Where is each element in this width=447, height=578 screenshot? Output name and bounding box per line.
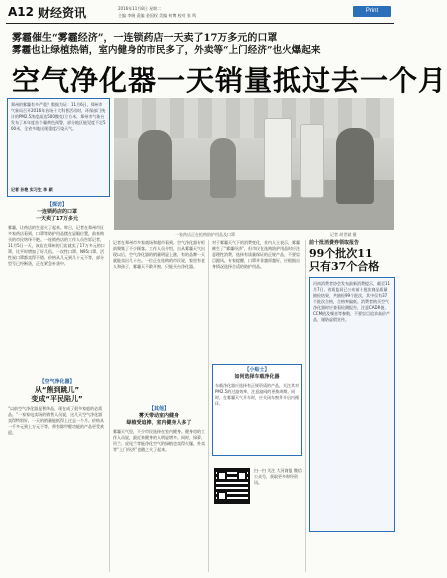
page-number: A12 — [8, 5, 34, 19]
col2-subhead-tag: 【其他】 — [148, 406, 169, 412]
sidebar-tagline-3: 只有37个合格 — [309, 260, 380, 273]
tips-title: 如何选择车载净化器 — [234, 374, 280, 380]
header-rule — [6, 23, 394, 24]
sidebar-tagline-2: 99个批次11 — [309, 247, 373, 260]
sidebar-tagline-1: 前十批消费券领取报告 — [309, 240, 360, 246]
col3-body: 对于雾霾天气下的消费变化，业内人士表示，雾霾催生了“雾霾经济”，但市民在选购防护用品时应注意理性消费，选择有质量保证的正规产品，不要盲目跟风。专家提醒，口罩并非越厚越好，应根据自身情况选择合适的防护用品。 — [212, 240, 301, 269]
photo-person — [336, 128, 374, 204]
col1-subhead-line3: 从“熊到跳儿” — [34, 386, 80, 394]
main-headline: 空气净化器一天销量抵过去一个月 — [12, 64, 447, 97]
col2-body-2: 雾霾天气里，不少市民选择在室内健身。健身房的工作人员说，最近来健身的人明显增多。同时，绿萝、吊兰、虎尾兰等能净化空气的绿植也卖得火爆。外卖等“上门经济”也随之火了起来。 — [113, 429, 205, 452]
sidebar-body: 河南消费者协会发布最新消费提示，截至11月7日，省质监局已公布前十批次商品质量抽检结果，共抽检99个批次，其中仅有37个批次合格，合格率偏低。消费者购买空气净化器时应查看检测报告，注意CADR值、CCM值及噪音等参数，不要盲目追求高价产品，谨防虚假宣传。 — [313, 281, 391, 322]
qr-finder-icon — [217, 471, 227, 481]
lead-byline: 记者 孙艳 实习生 李 颖 — [11, 187, 53, 192]
qr-finder-icon — [237, 471, 247, 481]
column-2 — [113, 240, 205, 572]
photo-purifier — [300, 124, 324, 198]
photo-person — [138, 130, 172, 200]
page-header — [0, 0, 400, 26]
tips-body: 车载净化器应选择有正规资质的产品，关注其对PM2.5的过滤效率，注意滤网的更换周期。同时，在雾霾天气开车时，应关闭车窗并开启内循环。 — [215, 383, 299, 406]
qr-note: 扫一扫 关注 大河商报 微信公众号，获取更多财经资讯。 — [254, 468, 302, 485]
date-line: 2016年11月8日 星期二 — [118, 6, 162, 11]
col1-body-2: “以前空气净化器是奢侈品，现在成了很多家庭的必需品。”一家家电卖场的销售人员说，这几天空气净化器卖得特别好，一天的销量能抵得上过去一个月。价格从一千多元到上万元不等，带有除甲醛功能的产品更受欢迎。 — [8, 406, 104, 435]
news-photo — [114, 98, 394, 230]
col2-subhead-line1: 雾天带动室内健身 — [138, 413, 179, 419]
col2-body: 记者在郑州市多家商场和超市看到，空气净化器专柜前聚集了不少顾客。工作人员介绍，自从雾霾天气出现以后，空气净化器的销量明显上涨，有的品牌一天就能卖出几十台。一位正在选购的市民说，家里有老人和孩子，雾霾天不敢开窗，只能买台净化器。 — [113, 240, 205, 269]
column-divider — [305, 240, 306, 572]
col1-subhead-line1: 一连锁药店的口罩 — [36, 209, 77, 215]
column-1 — [8, 202, 106, 572]
lead-text: 郑州的雾霾有多严重？数据为证：11月6日，郑州市气象局召开2016年首场十大科普活动时，环保部门统计的PM2.5浓度高达500微克/立方米，郑州市气象台发布了本年度首个霾黄色预警，部分地区能见度不足500米，全省多地出现重度污染天气。 — [11, 102, 106, 131]
photo-caption-left: 一家药店正在抢购防护用品及口罩 — [175, 232, 235, 237]
qr-code[interactable] — [214, 468, 250, 504]
column-3 — [212, 240, 302, 572]
col1-subhead-tag-2: 【空气净化器】 — [39, 379, 75, 385]
col1-subhead-line2: 一天卖了17万多元 — [36, 216, 78, 222]
column-divider — [208, 240, 209, 572]
tips-tag: 【小贴士】 — [244, 367, 270, 373]
kicker-line-2: 雾霾也让绿植热销，室内健身的市民多了，外卖等“上门经济”也火爆起来 — [12, 45, 321, 56]
photo-caption-right: 记者 胡世斌 摄 — [330, 232, 357, 237]
col2-subhead-line2: 绿植受追捧、室内健身人多了 — [126, 420, 192, 426]
section-name: 财经资讯 — [38, 6, 87, 20]
editors-line: 主编 李婉 责编 金国权 美编 何博 校对 张 鸣 — [118, 13, 197, 18]
col1-subhead-tag: 【探访】 — [46, 202, 67, 208]
kicker-line-1: 雾霾催生“雾霾经济”，一连锁药店一天卖了17万多元的口罩 — [12, 33, 278, 44]
edition-badge — [353, 6, 391, 17]
sidebar — [309, 240, 395, 572]
col1-body: 雾霾，让药店的生意火了起来。昨日，记者在郑州市区多家药店看到，口罩等防护用品摆在显眼位置，前来购买的市民络绎不绝。一连锁药店的工作人员告诉记者，11月5日一天，该店在郑州的门店就卖了17万多元的口罩，比平时增加了好几倍。一次性口罩、N95口罩、活性炭口罩都卖得不错，价格从几元到几十元不等，部分型号已经断货，正在紧急补货中。 — [8, 225, 105, 266]
sidebar-body-box — [309, 277, 395, 532]
qr-finder-icon — [217, 491, 227, 501]
col1-subhead-line4: 变成“平民陷儿” — [31, 395, 83, 403]
photo-purifier — [264, 118, 292, 198]
lead-box — [7, 98, 110, 197]
tips-box — [212, 364, 302, 456]
edition-label: Print — [365, 8, 379, 14]
column-divider — [109, 240, 110, 572]
photo-person — [210, 138, 236, 198]
